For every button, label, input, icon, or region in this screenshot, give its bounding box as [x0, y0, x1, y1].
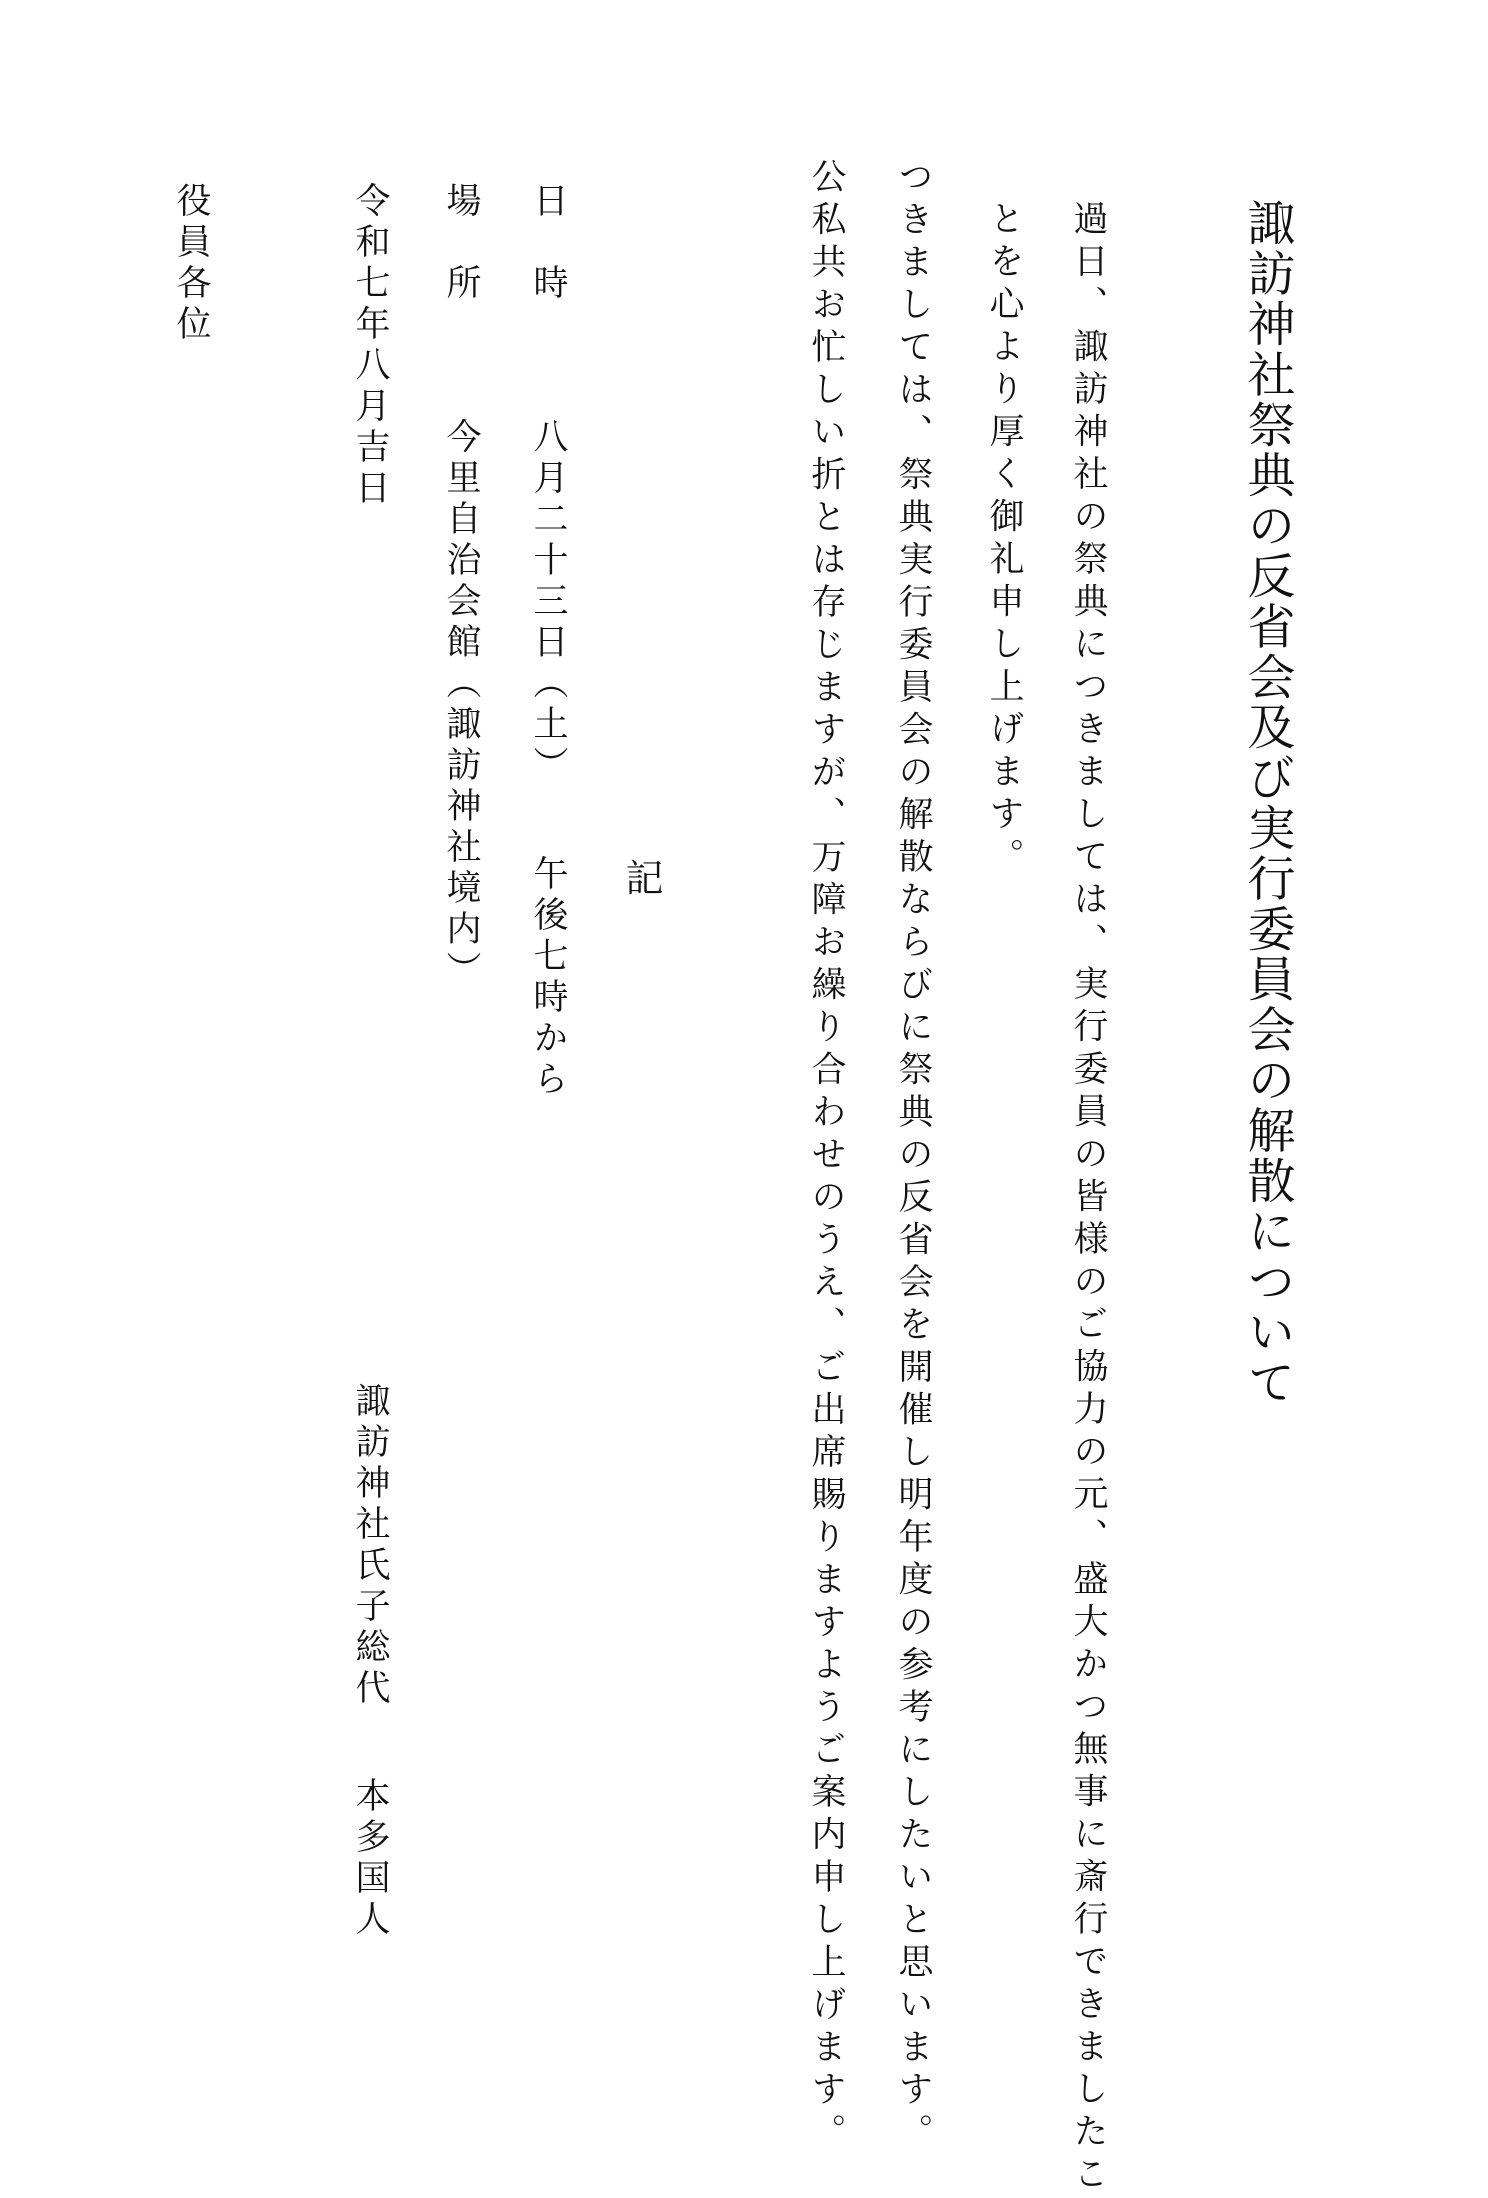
document-title: 諏訪神社祭典の反省会及び実行委員会の解散について [1239, 198, 1295, 1408]
body-line-2: とを心より厚く御礼申し上げます。 [984, 200, 1024, 880]
date-label: 日 時 [528, 182, 568, 305]
addressee: 役員各位 [171, 182, 211, 346]
place-label: 場 所 [441, 182, 481, 305]
ki-heading: 記 [619, 858, 663, 896]
issuer-name: 本多国人 [350, 1777, 390, 1941]
issuer-organization: 諏訪神社氏子総代 [350, 1382, 390, 1710]
date-value: 八月二十三日（土） [528, 418, 568, 787]
body-line-3: つきましては、祭典実行委員会の解散ならびに祭典の反省会を開催し明年度の参考にしたいと思います。 [893, 158, 933, 2156]
place-value: 今里自治会館（諏訪神社境内） [441, 418, 481, 992]
body-line-1: 過日、諏訪神社の祭典につきましては、実行委員の皆様のご協力の元、盛大かつ無事に斎行できましたこ [1068, 200, 1108, 2198]
body-line-4: 公私共お忙しい折とは存じますが、万障お繰り合わせのうえ、ご出席賜りますようご案内申し上げます。 [806, 158, 846, 2156]
time-value: 午後七時から [528, 855, 568, 1101]
issue-date: 令和七年八月吉日 [350, 182, 390, 510]
